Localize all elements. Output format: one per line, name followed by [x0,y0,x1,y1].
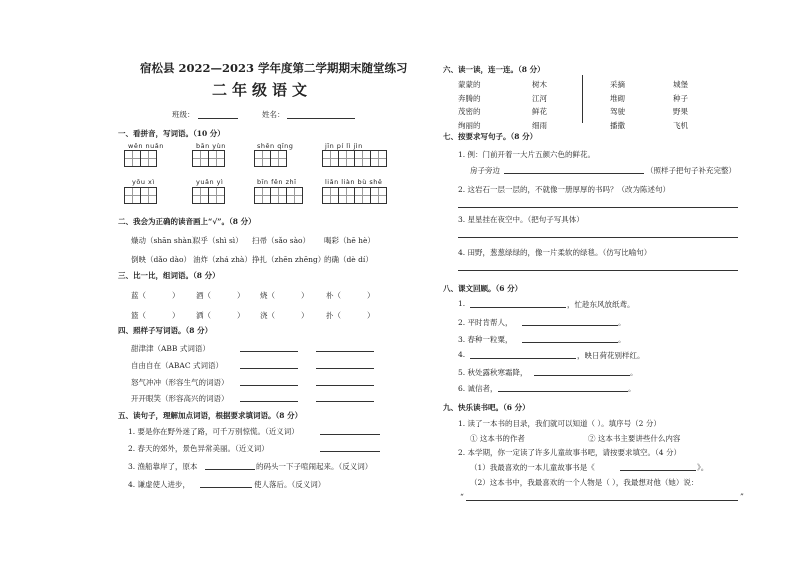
paren-close: ） [172,291,180,300]
match-item[interactable]: 堆砌 [610,93,625,103]
quote-close: ” [740,492,744,501]
question: 3. 星星挂在夜空中。（把句子写具体） [458,215,584,224]
compare-char: 酒（ [196,291,211,300]
pronunciation-item[interactable]: 的确（dè dí） [324,255,373,264]
answer-line[interactable] [534,375,630,376]
writing-grid[interactable] [254,187,303,204]
pronunciation-item[interactable]: 燥动（shān shàn） [131,236,200,245]
question: （1）我最喜欢的一本儿童故事书是《 [470,463,595,472]
section3-heading: 三、比一比，组词语。（8 分） [118,271,220,280]
answer-line[interactable] [458,207,738,208]
section9-heading: 九、快乐读书吧。（6 分） [443,403,530,412]
question: 1. 例：门前开着一大片五颜六色的鲜花。 [458,150,596,159]
pronunciation-item[interactable]: 喝彩（hē hè） [324,236,375,245]
answer-line[interactable] [470,307,566,308]
answer-line[interactable] [522,325,618,326]
compare-char: 朴（ [326,291,341,300]
pinyin: bīn fēn zhī [257,178,297,186]
question: 房子旁边 [470,166,500,175]
question: ，映日荷花别样红。 [577,351,645,360]
pronunciation-item[interactable]: 似乎（shì sì） [193,236,243,245]
name-field[interactable] [287,118,355,119]
question: 3. 渔船靠岸了，原本 [128,462,198,471]
question: 3. 春种一粒粟， [458,335,513,344]
pinyin: yuǎn yì [196,178,224,186]
answer-line[interactable] [316,401,374,402]
answer-line[interactable] [240,368,298,369]
match-item[interactable]: 种子 [673,93,688,103]
match-col [673,78,688,132]
quote-open: “ [460,492,464,501]
match-col [532,78,547,132]
match-item[interactable]: 鲜花 [532,107,547,116]
question: 5. 秋处露秋寒霜降， [458,368,528,377]
answer-line[interactable] [316,368,374,369]
punctuation: 。 [618,335,626,344]
answer-line[interactable] [240,351,298,352]
pinyin: wēn nuǎn [128,142,164,150]
answer-line[interactable] [470,358,576,359]
pronunciation-item[interactable]: 挣扎（zhēn zhēng） [252,255,326,264]
match-col [610,78,625,132]
section1-heading: 一、看拼音，写词语。（10 分） [118,129,225,138]
answer-line[interactable] [458,237,738,238]
paren-close: ） [301,291,309,300]
match-item[interactable]: 播撒 [610,120,625,130]
match-item[interactable]: 树木 [532,80,547,89]
match-divider [582,75,583,123]
example-item: 甜津津（ABB 式词语） [131,344,210,353]
section5-heading: 五、读句子，理解加点词语，根据要求填词语。（8 分） [118,411,303,420]
writing-grid[interactable] [192,187,225,204]
compare-char: 洒（ [196,311,211,320]
class-label: 班级： [172,110,195,119]
compare-char: 浇（ [260,311,275,320]
section6-heading: 六、读一读，连一连。（8 分） [443,65,545,74]
answer-line[interactable] [240,401,298,402]
punctuation: 。 [618,318,626,327]
paren-close: ） [301,311,309,320]
writing-grid[interactable] [192,150,225,167]
question: 1. 读了一本书的目录，我们就可以知道（ ）。填序号（2 分） [458,419,661,428]
compare-char: 篮（ [131,311,146,320]
match-item[interactable]: 绚丽的 [458,120,481,130]
question: 4. 谦虚使人进步， [128,480,191,489]
match-item[interactable]: 奔腾的 [458,93,481,103]
compare-char: 蓝（ [131,291,146,300]
match-item[interactable]: 细雨 [532,120,547,130]
question: （2）这本书中，我最喜欢的一个人物是（ ），我最想对他（她）说： [470,478,699,487]
match-item[interactable]: 野果 [673,107,688,116]
question: 2. 平时肯帮人， [458,318,513,327]
answer-line[interactable] [316,351,374,352]
question: 2. 春天的郊外，景色异常美丽。（近义词） [128,444,269,453]
match-item[interactable]: 江河 [532,93,547,103]
pinyin: yōu xì [132,178,155,186]
answer-line[interactable] [240,385,298,386]
pinyin: shēn qīng [257,142,294,150]
writing-grid[interactable] [322,150,387,167]
pronunciation-item[interactable]: 倒映（dǎo dào） [131,255,191,264]
match-item[interactable]: 飞机 [673,120,688,130]
paren-close: ） [367,311,375,320]
answer-line[interactable] [466,500,738,501]
paren-close: ） [237,311,245,320]
writing-grid[interactable] [254,150,287,167]
answer-line[interactable] [458,270,738,271]
hint: （照样子把句子补充完整） [646,166,736,175]
example-item: 开开眼笑（形容高兴的词语） [131,394,229,403]
writing-grid[interactable] [124,150,157,167]
question-number: 1. [458,299,466,308]
answer-line[interactable] [200,487,252,488]
question: 使人落后。（反义词） [254,480,326,489]
punctuation: 》。 [697,463,709,472]
compare-char: 烧（ [260,291,275,300]
option[interactable]: ① 这本书的作者 [470,434,525,443]
match-item[interactable]: 城堡 [673,80,688,89]
pronunciation-item[interactable]: 扫帚（sǎo sào） [252,236,311,245]
answer-line[interactable] [320,451,380,452]
punctuation: 。 [630,368,638,377]
answer-line[interactable] [504,173,644,174]
exam-title: 宿松县 2022—2023 学年度第二学期期末随堂练习 [140,61,408,75]
answer-line[interactable] [498,391,628,392]
compare-char: 扑（ [326,311,341,320]
match-item[interactable]: 采摘 [610,80,625,89]
class-field[interactable] [198,118,238,119]
question: 6. 诚信者， [458,384,498,393]
question: 4. 田野，葱葱绿绿的，像一片柔软的绿毯。（仿写比喻句） [458,248,652,257]
punctuation: 。 [628,384,636,393]
pinyin: jīn pí lì jìn [325,142,363,150]
match-item[interactable]: 蒙蒙的 [458,80,481,89]
paren-close: ） [237,291,245,300]
pronunciation-item[interactable]: 油炸（zhá zhà） [193,255,252,264]
example-item: 怒气冲冲（形容生气的词语） [131,378,229,387]
paren-close: ） [172,311,180,320]
option[interactable]: ② 这本书主要讲些什么内容 [588,434,681,443]
answer-line[interactable] [620,470,696,471]
section8-heading: 八、课文回顾。（6 分） [443,284,523,293]
section7-heading: 七、按要求写句子。（8 分） [443,132,538,141]
match-item[interactable]: 驾驶 [610,107,625,116]
section4-heading: 四、照样子写词语。（8 分） [118,326,213,335]
pinyin: bān yùn [196,142,226,150]
pinyin: liǎn liàn bù shě [325,178,383,186]
answer-line[interactable] [320,434,380,435]
paren-close: ） [367,291,375,300]
writing-grid[interactable] [322,187,387,204]
section2-heading: 二、我会为正确的读音画上“√”。（8 分） [118,217,256,226]
name-label: 姓名： [262,110,285,119]
question: 1. 要是你在野外迷了路，可千万别惊慌。（近义词） [128,427,299,436]
question: 2. 本学期，你一定读了许多儿童故事书吧，请按要求填空。（4 分） [458,448,681,457]
question: ，忙趁东风放纸鸢。 [567,300,635,309]
exam-subtitle: 二年级语文 [212,81,313,99]
answer-line[interactable] [205,469,255,470]
match-col [458,78,481,132]
question-number: 4. [458,350,466,359]
question: 2. 这岩石一层一层的，不就像一册厚厚的书吗？（改为陈述句） [458,185,671,194]
writing-grid[interactable] [124,187,157,204]
question: 的码头一下子喧闹起来。（反义词） [256,462,373,471]
match-item[interactable]: 茂密的 [458,107,481,116]
answer-line[interactable] [316,385,374,386]
example-item: 自由自在（ABAC 式词语） [131,361,223,370]
answer-line[interactable] [522,342,618,343]
